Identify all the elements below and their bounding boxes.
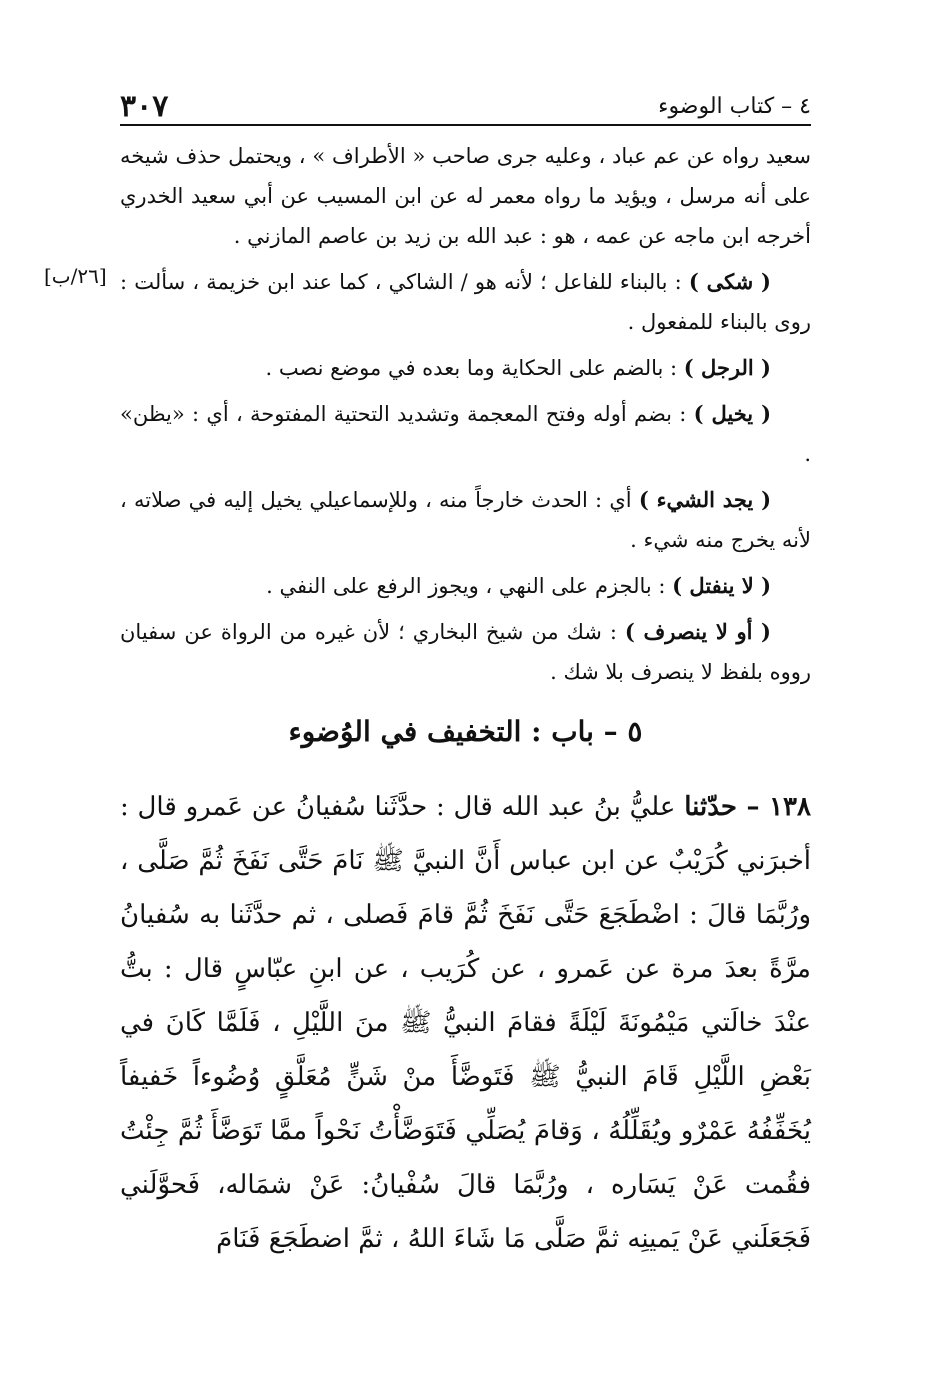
- paragraph: [120, 262, 811, 342]
- paragraph-text: أي : الحدث خارجاً منه ، وللإسماعيلي يخيل إليه في صلاته ، لأنه يخرج منه شيء .: [120, 488, 811, 552]
- paragraph-wrapper: [44, 262, 811, 342]
- paragraph-text: : بضم أوله وفتح المعجمة وتشديد التحتية المفتوحة ، أي : «يظن» .: [120, 402, 811, 466]
- chapter-title: ٥ – باب : التخفيف في الوُضوء: [288, 715, 643, 748]
- paragraph-term: ( أو لا ينصرف ): [624, 619, 771, 644]
- page-header: [120, 78, 811, 122]
- paragraph-term: ( الرجل ): [683, 355, 771, 380]
- paragraph-text: : بالبناء للفاعل ؛ لأنه هو / الشاكي ، كما عند ابن خزيمة ، سألت : روى بالبناء للمفعول .: [120, 270, 811, 334]
- paragraph: [120, 394, 811, 474]
- margin-note: [٢٦/ب]: [44, 264, 107, 288]
- paragraph-term: ( يخيل ): [693, 401, 772, 426]
- hadith-text: [120, 780, 811, 1266]
- paragraph-text: : شك من شيخ البخاري ؛ لأن غيره من الرواة عن سفيان رووه بلفظ لا ينصرف بلا شك .: [120, 620, 811, 684]
- page-number: ٣٠٧: [120, 89, 169, 124]
- paragraph: [120, 348, 811, 388]
- paragraph-term: ( يجد الشيء ): [638, 487, 772, 512]
- paragraph-text: : بالضم على الحكاية وما بعده في موضع نصب .: [265, 356, 684, 380]
- paragraph: [120, 566, 811, 606]
- paragraph: [120, 612, 811, 692]
- header-rule: [120, 124, 811, 126]
- hadith-lead: ١٣٨ – حدّثنا: [684, 792, 811, 822]
- paragraph-term: ( شكى ): [688, 269, 771, 294]
- running-title: ٤ – كتاب الوضوء: [658, 94, 811, 119]
- paragraph-term: ( لا ينفتل ): [672, 573, 771, 598]
- hadith-body: عليُّ بنُ عبد الله قال : حدَّثَنا سُفيانُ عن عَمرو قال : أخبرَني كُرَيْبٌ عن ابن عباس أَنَّ النبيَّ ﷺ نَامَ حَتَّى نَفَخَ ثُمَّ صَلَّى ، ورُبَّمَا قالَ : اضْطَجَعَ حَتَّى نَفَخَ ثُمَّ قامَ فَصلى ، ثم حدَّثَنا به سُفيانُ مرَّةً بعدَ مرة عن عَمرو ، عن كُرَيب ، عن ابنِ عبّاسٍ قال : بتُّ عنْدَ خالَتي مَيْمُونَةَ لَيْلَةً فقامَ النبيُّ ﷺ منَ اللَّيْلِ ، فَلَمَّا كَانَ في بَعْضِ اللَّيْلِ قَامَ النبيُّ ﷺ فَتَوضَّأَ منْ شَنٍّ مُعَلَّقٍ وُضُوءاً خَفيفاً يُخَفِّفُهُ عَمْرٌو ويُقَلِّلُهُ ، وَقامَ يُصَلِّي فَتَوَضَّأْتُ نَحْواً ممَّا تَوَضَّأَ ثُمَّ جِئْتُ فقُمت عَنْ يَسَاره ، ورُبَّمَا قالَ سُفْيانُ: عَنْ شمَاله، فَحوَّلَني فَجَعَلَني عَنْ يَمينِه ثمَّ صَلَّى مَا شَاءَ اللهُ ، ثمَّ اضطَجَعَ فَنَامَ: [120, 792, 811, 1254]
- paragraph-text: سعيد رواه عن عم عباد ، وعليه جرى صاحب « الأطراف » ، ويحتمل حذف شيخه على أنه مرسل ، ويؤيد ما رواه معمر له عن ابن المسيب عن أبي سعيد الخدري أخرجه ابن ماجه عن عمه ، هو : عبد الله بن زيد بن عاصم المازني .: [120, 144, 811, 248]
- paragraph: [120, 136, 811, 256]
- paragraph-text: : بالجزم على النهي ، ويجوز الرفع على النفي .: [266, 574, 673, 598]
- paragraph: [120, 480, 811, 560]
